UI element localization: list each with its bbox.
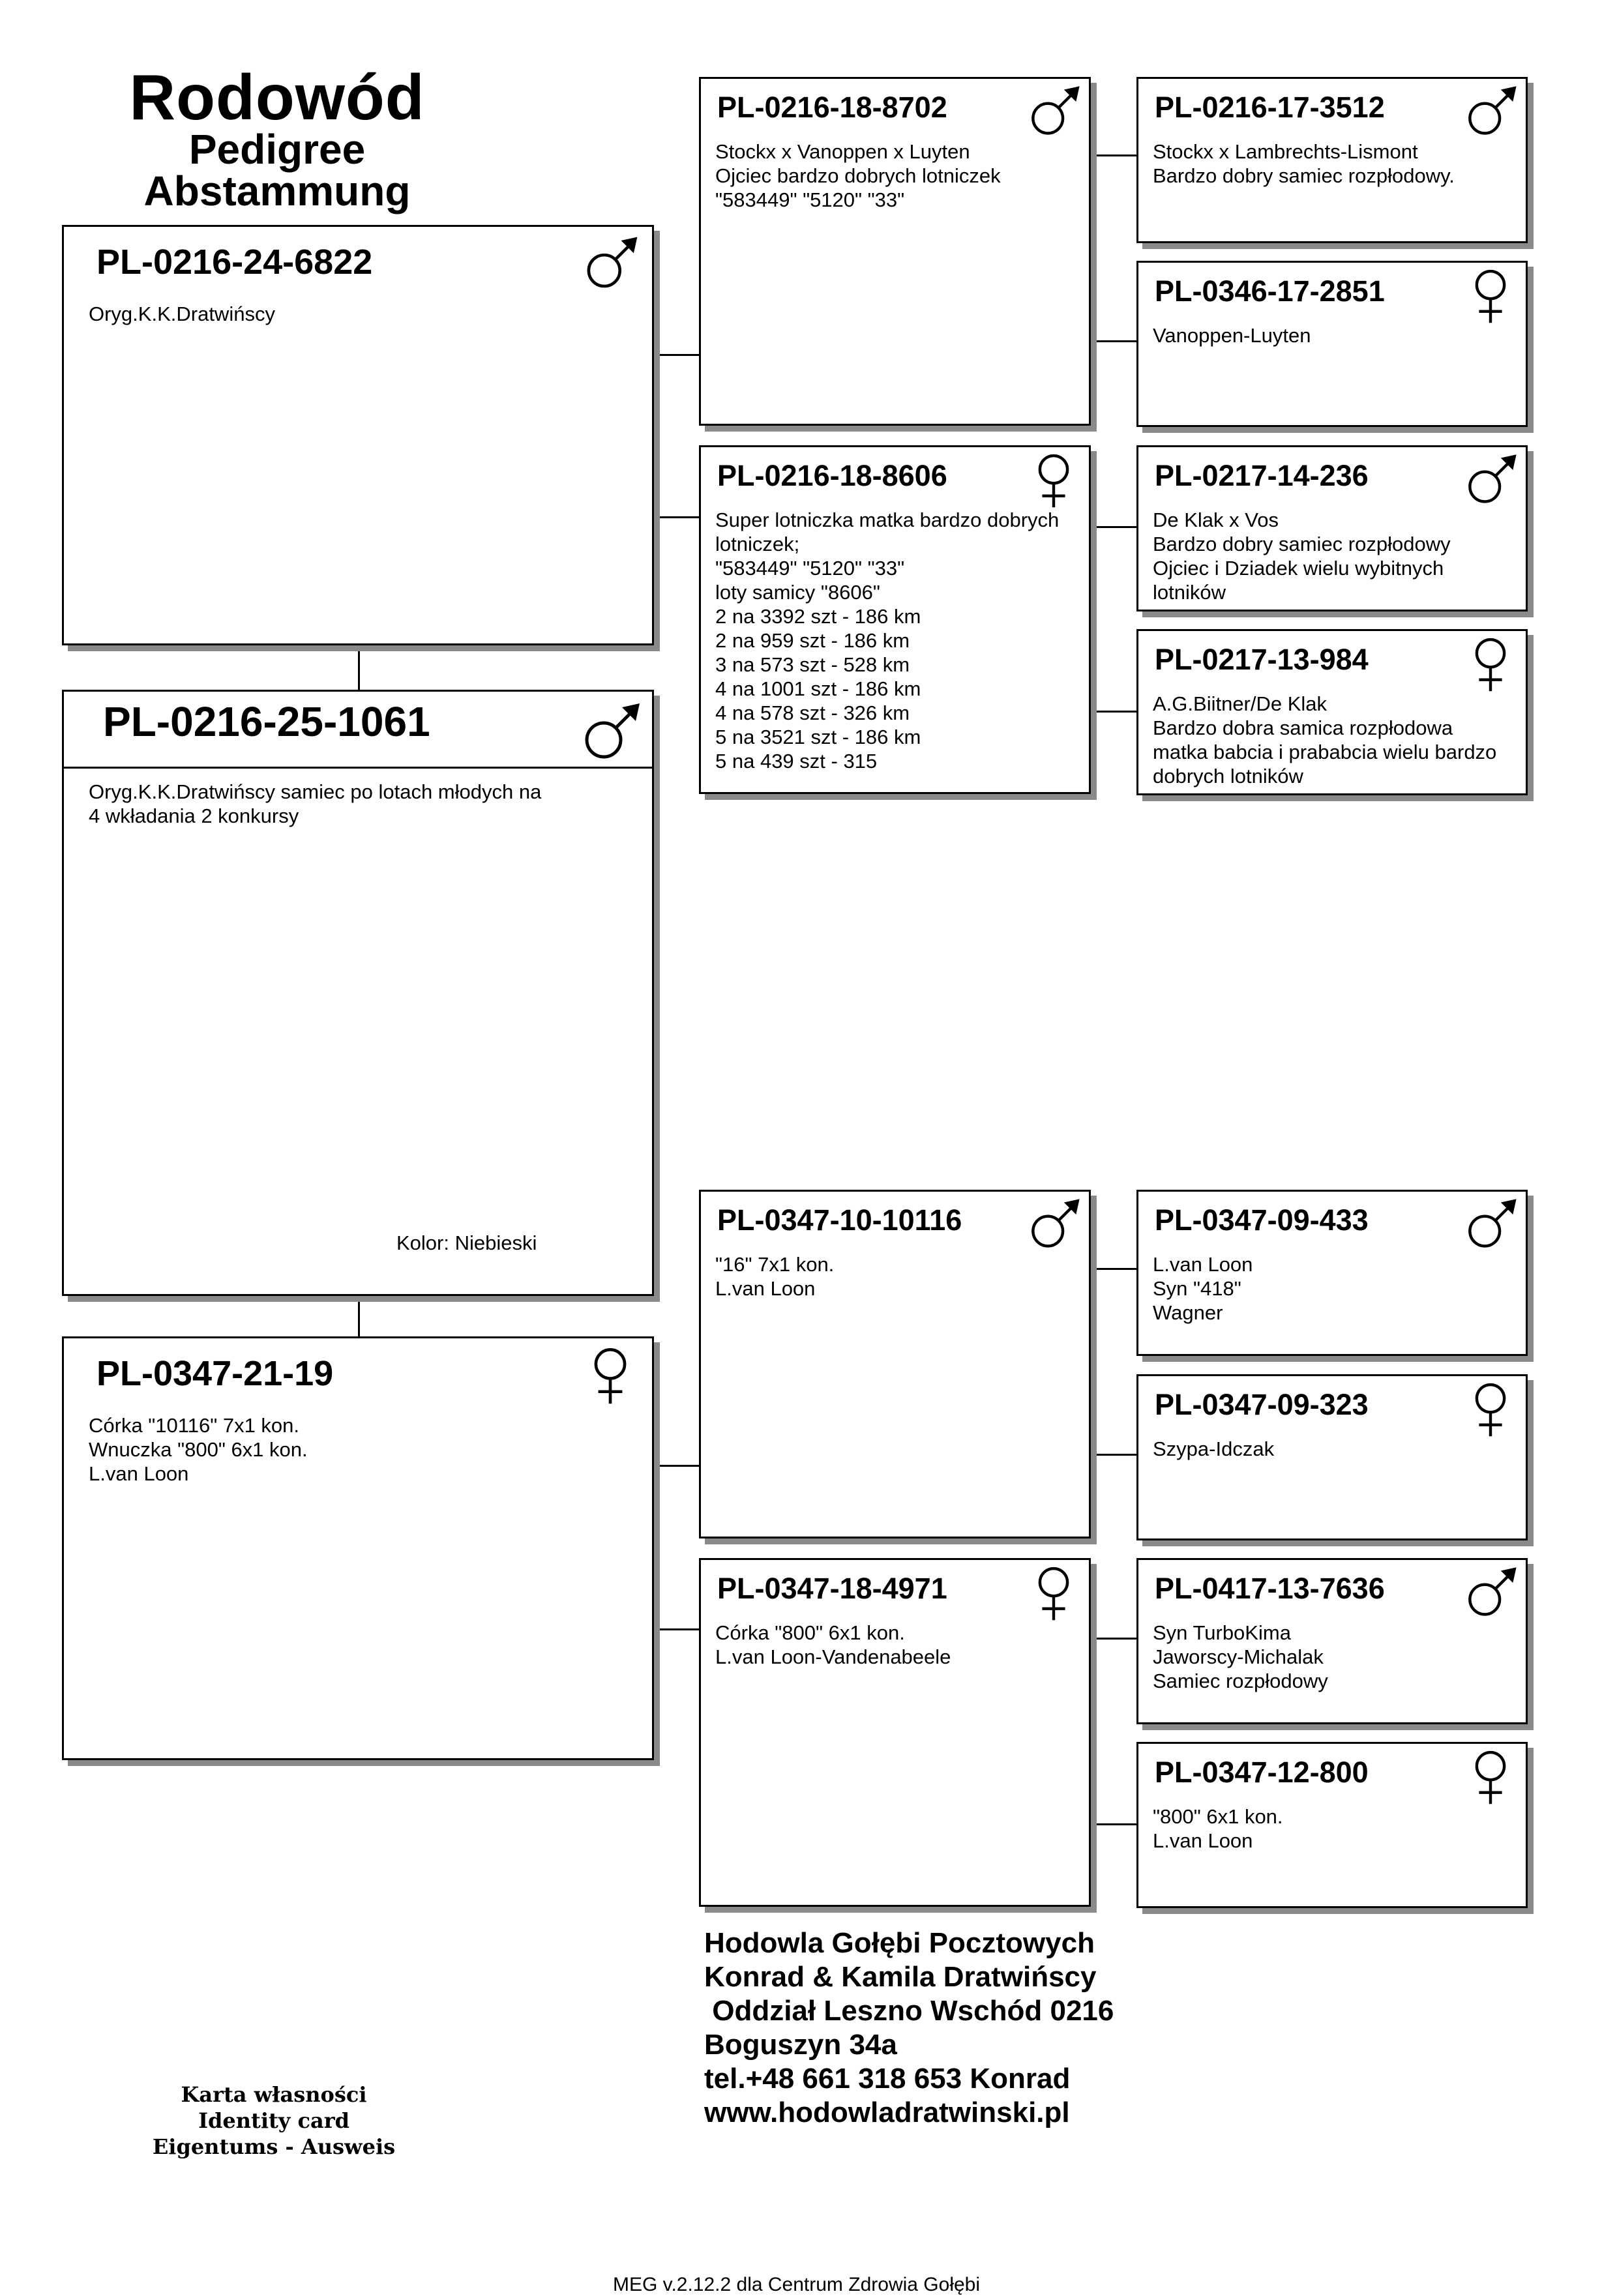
- connector: [1089, 526, 1136, 528]
- connector: [652, 1465, 699, 1467]
- ring-number: PL-0347-18-4971: [717, 1572, 947, 1605]
- identity-card-line: Identity card: [198, 2108, 349, 2133]
- male-symbol-icon: [578, 699, 643, 765]
- ring-number: PL-0216-17-3512: [1155, 91, 1385, 124]
- great-grandparent-card: [1136, 1742, 1528, 1908]
- sire-card: [62, 225, 654, 645]
- ring-number: PL-0346-17-2851: [1155, 274, 1385, 308]
- pigeon-description: Vanoppen-Luyten: [1153, 324, 1311, 347]
- title-line-2: Pedigree: [188, 126, 366, 173]
- identity-card-caption: [117, 2082, 430, 2160]
- connector: [1089, 1454, 1136, 1456]
- ring-number: PL-0347-12-800: [1155, 1756, 1369, 1789]
- pedigree-title: [98, 61, 456, 214]
- header-divider: [64, 767, 652, 769]
- breeder-address: [704, 1926, 1114, 2130]
- breeder-line: Konrad & Kamila Dratwińscy: [704, 1961, 1097, 1993]
- subject-card: [62, 690, 654, 1296]
- male-symbol-icon: [580, 233, 640, 293]
- ring-number: PL-0347-21-19: [96, 1354, 334, 1393]
- breeder-line: tel.+48 661 318 653 Konrad: [704, 2063, 1071, 2095]
- pigeon-description: Stockx x Lambrechts-Lismont Bardzo dobry samiec rozpłodowy.: [1153, 140, 1455, 187]
- breeder-website: www.hodowladratwinski.pl: [704, 2097, 1070, 2128]
- pigeon-description: Córka "10116" 7x1 kon. Wnuczka "800" 6x1 kon. L.van Loon: [89, 1414, 308, 1485]
- ring-number: PL-0347-10-10116: [717, 1203, 962, 1237]
- great-grandparent-card: [1136, 445, 1528, 611]
- pigeon-description: "800" 6x1 kon. L.van Loon: [1153, 1805, 1283, 1852]
- pigeon-description: Super lotniczka matka bardzo dobrych lotniczek; "583449" "5120" "33" loty samicy "8606" 2 na 3392 szt - 186 km 2 na 959 szt - 186 km 3 na 573 szt - 528 km 4 na 1001 szt - 186 km 4 na 578 szt - 326 km 5 na 3521 szt - 186 km 5 na 439 szt - 315: [715, 508, 1060, 773]
- ring-number: PL-0347-09-323: [1155, 1388, 1369, 1421]
- connector: [1089, 155, 1136, 156]
- breeder-line: Hodowla Gołębi Pocztowych: [704, 1927, 1095, 1959]
- connector: [1089, 1638, 1136, 1640]
- ring-number: PL-0216-18-8702: [717, 91, 947, 124]
- great-grandparent-card: [1136, 261, 1528, 427]
- ring-number: PL-0417-13-7636: [1155, 1572, 1385, 1605]
- male-symbol-icon: [1025, 1196, 1082, 1253]
- title-line-1: Rodowód: [129, 61, 425, 133]
- breeder-line: Oddział Leszno Wschód 0216: [704, 1995, 1114, 2027]
- connector: [652, 354, 699, 356]
- connector: [652, 1628, 699, 1630]
- male-symbol-icon: [1462, 1564, 1519, 1621]
- pigeon-description: L.van Loon Syn "418" Wagner: [1153, 1253, 1253, 1324]
- ring-number: PL-0217-13-984: [1155, 643, 1369, 676]
- connector: [1089, 711, 1136, 713]
- ring-number: PL-0216-24-6822: [96, 243, 373, 282]
- grandsire-maternal-card: [699, 1190, 1091, 1538]
- granddam-maternal-card: [699, 1558, 1091, 1907]
- great-grandparent-card: [1136, 629, 1528, 795]
- male-symbol-icon: [1462, 83, 1519, 140]
- connector: [1089, 1268, 1136, 1270]
- ring-number: PL-0216-18-8606: [717, 459, 947, 492]
- connector: [1089, 1823, 1136, 1825]
- connector: [1089, 340, 1136, 342]
- granddam-paternal-card: [699, 445, 1091, 794]
- ring-number: PL-0347-09-433: [1155, 1203, 1369, 1237]
- female-symbol-icon: [1025, 1564, 1082, 1621]
- dam-card: [62, 1336, 654, 1760]
- pigeon-description: Stockx x Vanoppen x Luyten Ojciec bardzo dobrych lotniczek "583449" "5120" "33": [715, 140, 1001, 211]
- great-grandparent-card: [1136, 1190, 1528, 1356]
- grandsire-paternal-card: [699, 77, 1091, 426]
- software-note: MEG v.2.12.2 dla Centrum Zdrowia Gołębi: [613, 2274, 981, 2295]
- pigeon-description: "16" 7x1 kon. L.van Loon: [715, 1253, 835, 1300]
- great-grandparent-card: [1136, 1558, 1528, 1724]
- pigeon-colour: Kolor: Niebieski: [396, 1231, 537, 1254]
- female-symbol-icon: [1462, 635, 1519, 692]
- great-grandparent-card: [1136, 77, 1528, 243]
- female-symbol-icon: [580, 1345, 640, 1405]
- pigeon-description: Szypa-Idczak: [1153, 1437, 1275, 1460]
- pigeon-description: Oryg.K.K.Dratwińscy samiec po lotach młodych na 4 wkładania 2 konkursy: [89, 780, 542, 827]
- male-symbol-icon: [1025, 83, 1082, 140]
- pigeon-description: Córka "800" 6x1 kon. L.van Loon-Vandenabeele: [715, 1621, 951, 1668]
- male-symbol-icon: [1462, 1196, 1519, 1253]
- title-line-3: Abstammung: [143, 168, 411, 214]
- female-symbol-icon: [1025, 451, 1082, 508]
- female-symbol-icon: [1462, 1748, 1519, 1805]
- male-symbol-icon: [1462, 451, 1519, 508]
- ring-number: PL-0216-25-1061: [103, 698, 430, 745]
- female-symbol-icon: [1462, 267, 1519, 324]
- identity-card-line: Karta własności: [181, 2082, 367, 2107]
- identity-card-line: Eigentums - Ausweis: [152, 2134, 396, 2159]
- connector: [358, 645, 360, 690]
- breeder-line: Boguszyn 34a: [704, 2029, 897, 2061]
- ring-number: PL-0217-14-236: [1155, 459, 1369, 492]
- pigeon-description: De Klak x Vos Bardzo dobry samiec rozpłodowy Ojciec i Dziadek wielu wybitnych lotników: [1153, 508, 1451, 604]
- pigeon-description: A.G.Biitner/De Klak Bardzo dobra samica rozpłodowa matka babcia i prababcia wielu bardzo dobrych lotników: [1153, 692, 1497, 787]
- great-grandparent-card: [1136, 1374, 1528, 1540]
- connector: [652, 516, 699, 518]
- pigeon-description: Oryg.K.K.Dratwińscy: [89, 302, 275, 325]
- female-symbol-icon: [1462, 1380, 1519, 1437]
- connector: [358, 1294, 360, 1336]
- pigeon-description: Syn TurboKima Jaworscy-Michalak Samiec rozpłodowy: [1153, 1621, 1328, 1692]
